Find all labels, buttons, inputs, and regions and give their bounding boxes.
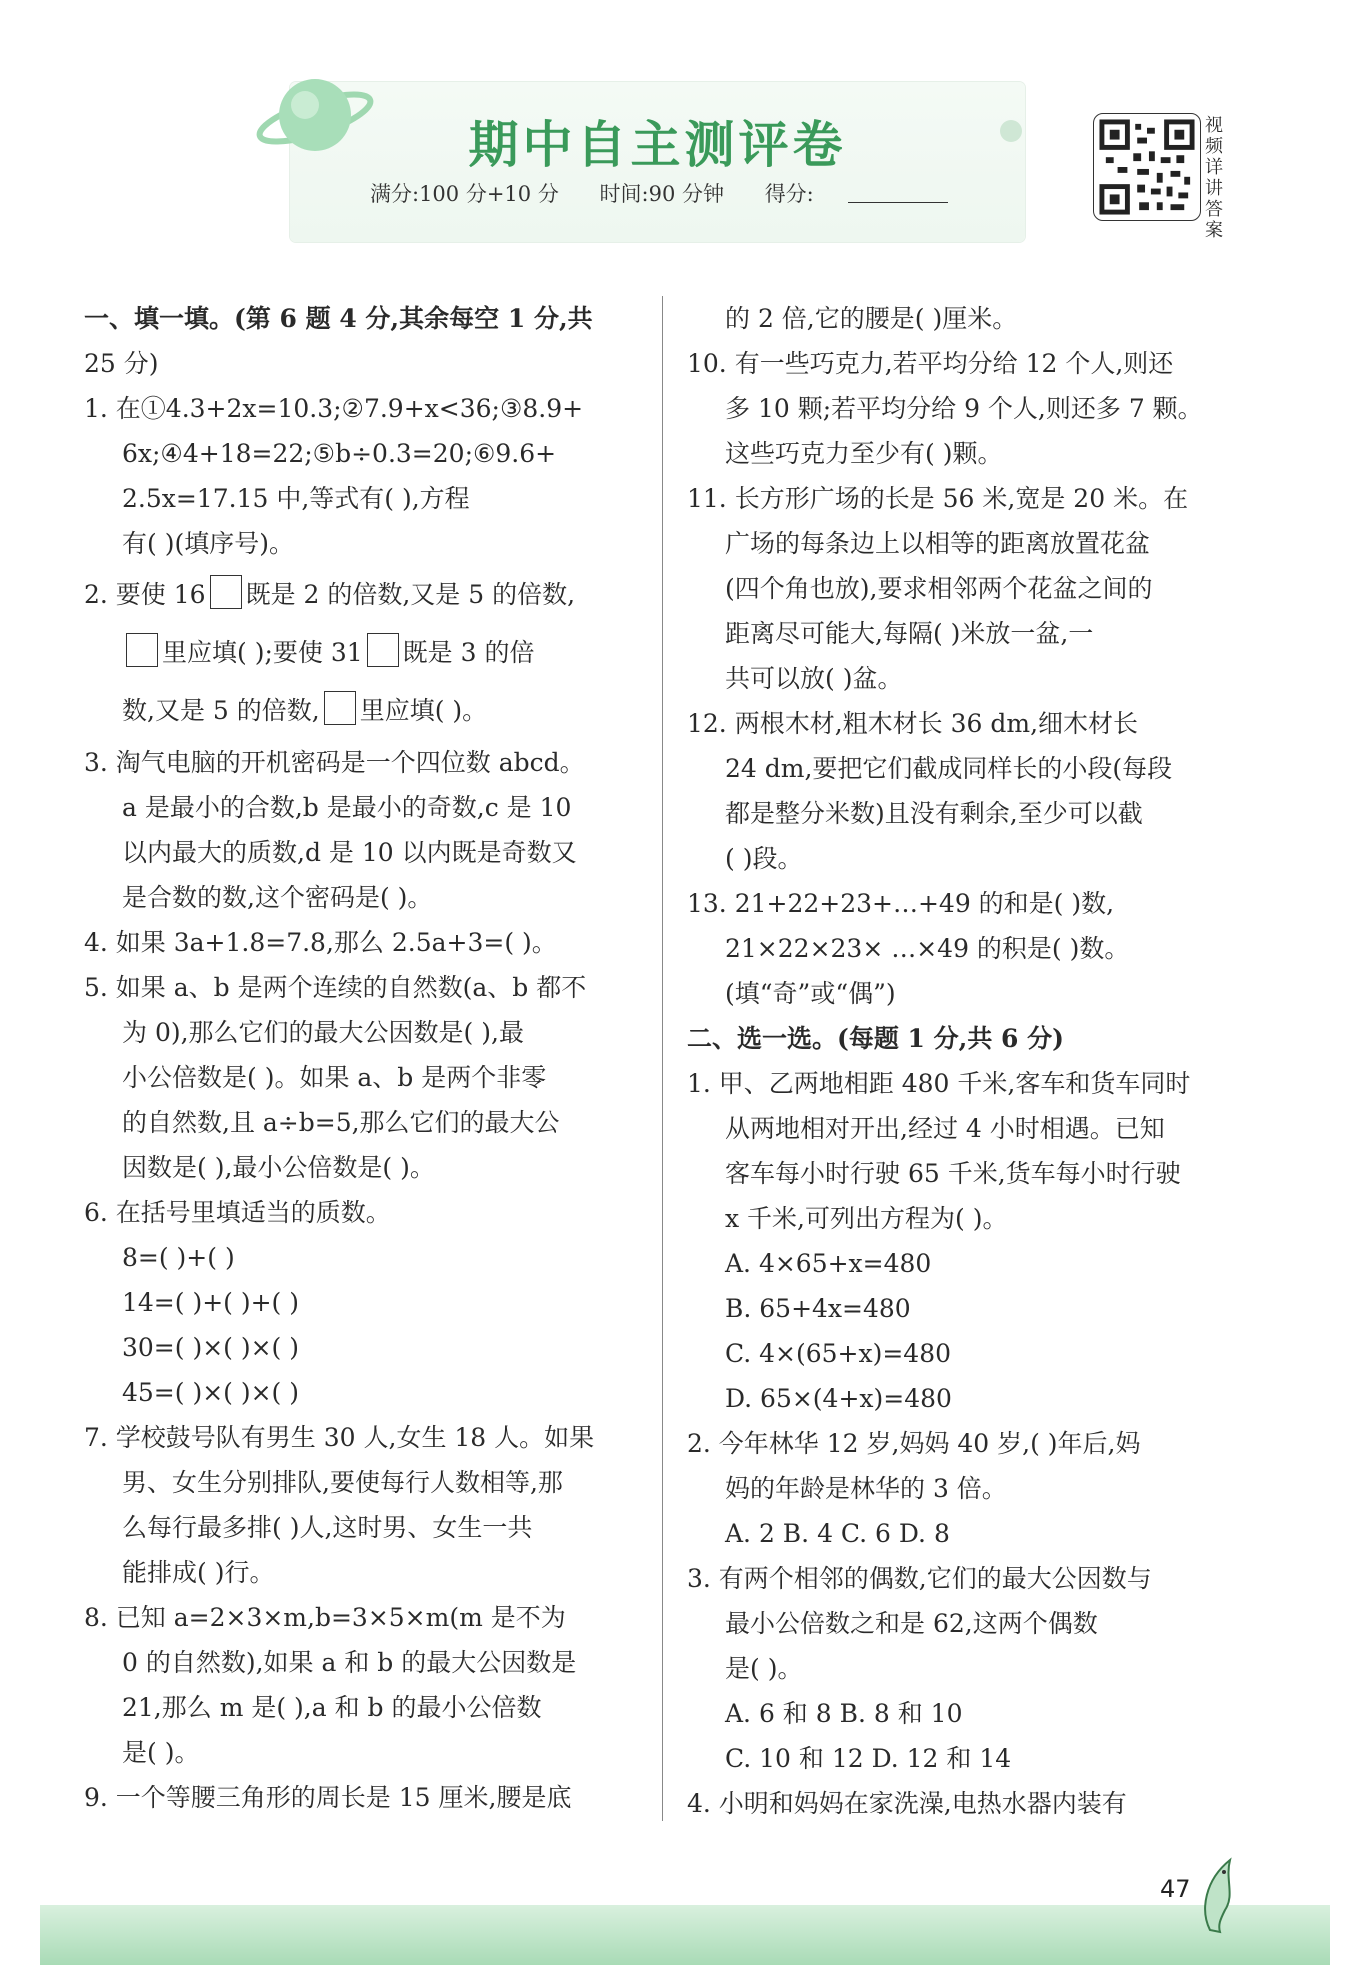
text-line: 5. 如果 a、b 是两个连续的自然数(a、b 都不	[84, 973, 587, 1002]
text-line: 7. 学校鼓号队有男生 30 人,女生 18 人。如果	[84, 1423, 595, 1452]
text-line: 45=( )×( )×( )	[122, 1378, 300, 1407]
footer-band	[40, 1905, 1330, 1965]
text-line: 因数是( ),最小公倍数是( )。	[122, 1153, 435, 1182]
text-line: 一、填一填。(第 6 题 4 分,其余每空 1 分,共	[84, 304, 593, 333]
full-score: 满分:100 分+10 分	[370, 182, 559, 206]
text-line: ( )段。	[725, 844, 803, 873]
text-line: B. 65+4x=480	[725, 1294, 911, 1323]
time-limit: 时间:90 分钟	[599, 182, 724, 206]
right-column	[687, 296, 1242, 1826]
text-line: 8=( )+( )	[122, 1243, 235, 1272]
text-line: 的 2 倍,它的腰是( )厘米。	[725, 304, 1018, 333]
text-line: 是( )。	[122, 1738, 200, 1767]
text-line: A. 4×65+x=480	[725, 1249, 932, 1278]
dot-icon	[1000, 120, 1022, 142]
text-line: 小公倍数是( )。如果 a、b 是两个非零	[122, 1063, 547, 1092]
text-line: 这些巧克力至少有( )颗。	[725, 439, 1003, 468]
text-line: 4. 如果 3a+1.8=7.8,那么 2.5a+3=( )。	[84, 928, 557, 957]
text-line: 最小公倍数之和是 62,这两个偶数	[725, 1609, 1098, 1638]
text-line: 9. 一个等腰三角形的周长是 15 厘米,腰是底	[84, 1783, 572, 1812]
question-2-line-2: 里应填( );要使 31 既是 3 的倍	[84, 624, 639, 682]
answer-box[interactable]	[210, 575, 242, 609]
text-line: 11. 长方形广场的长是 56 米,宽是 20 米。在	[687, 484, 1189, 513]
text-line: D. 65×(4+x)=480	[725, 1384, 952, 1413]
text-line: 二、选一选。(每题 1 分,共 6 分)	[687, 1024, 1064, 1053]
text-line: 10. 有一些巧克力,若平均分给 12 个人,则还	[687, 349, 1174, 378]
text-line: 能排成( )行。	[122, 1558, 275, 1587]
text-line: a 是最小的合数,b 是最小的奇数,c 是 10	[122, 793, 572, 822]
qr-code-icon	[1093, 113, 1201, 221]
question-2-line-1: 2. 要使 16 既是 2 的倍数,又是 5 的倍数,	[84, 566, 639, 624]
text-line: 么每行最多排( )人,这时男、女生一共	[122, 1513, 533, 1542]
text-line: 妈的年龄是林华的 3 倍。	[725, 1474, 1007, 1503]
question-2-line-3: 数,又是 5 的倍数, 里应填( )。	[84, 682, 639, 740]
text-line: (填“奇”或“偶”)	[725, 979, 896, 1008]
text-line: A. 6 和 8 B. 8 和 10	[725, 1699, 963, 1728]
answer-box[interactable]	[126, 633, 158, 667]
text-line: (四个角也放),要求相邻两个花盆之间的	[725, 574, 1153, 603]
text-line: C. 4×(65+x)=480	[725, 1339, 952, 1368]
qr-label: 视频详讲答案	[1205, 115, 1223, 241]
text-line: 12. 两根木材,粗木材长 36 dm,细木材长	[687, 709, 1139, 738]
exam-info	[370, 178, 1016, 208]
text-line: 4. 小明和妈妈在家洗澡,电热水器内装有	[687, 1789, 1127, 1818]
answer-box[interactable]	[324, 691, 356, 725]
score-field: 得分:	[765, 182, 982, 206]
text-line: 2. 今年林华 12 岁,妈妈 40 岁,( )年后,妈	[687, 1429, 1141, 1458]
text-line: x 千米,可列出方程为( )。	[725, 1204, 1008, 1233]
text-line: 有( )(填序号)。	[122, 529, 294, 558]
text-line: 25 分)	[84, 349, 159, 378]
text-line: 13. 21+22+23+…+49 的和是( )数,	[687, 889, 1115, 918]
text-line: 从两地相对开出,经过 4 小时相遇。已知	[725, 1114, 1165, 1143]
text-line: 0 的自然数),如果 a 和 b 的最大公因数是	[122, 1648, 577, 1677]
text-line: A. 2 B. 4 C. 6 D. 8	[725, 1519, 950, 1548]
text-line: 21×22×23× …×49 的积是( )数。	[725, 934, 1130, 963]
text-line: 都是整分米数)且没有剩余,至少可以截	[725, 799, 1143, 828]
text-line: 6. 在括号里填适当的质数。	[84, 1198, 391, 1227]
dolphin-icon	[1190, 1850, 1250, 1940]
text-line: 客车每小时行驶 65 千米,货车每小时行驶	[725, 1159, 1181, 1188]
text-line: 共可以放( )盆。	[725, 664, 903, 693]
text-line: 1. 甲、乙两地相距 480 千米,客车和货车同时	[687, 1069, 1191, 1098]
text-line: 为 0),那么它们的最大公因数是( ),最	[122, 1018, 524, 1047]
text-line: 24 dm,要把它们截成同样长的小段(每段	[725, 754, 1173, 783]
text-line: 是( )。	[725, 1654, 803, 1683]
text-line: 1. 在①4.3+2x=10.3;②7.9+x<36;③8.9+	[84, 394, 584, 423]
text-line: C. 10 和 12 D. 12 和 14	[725, 1744, 1012, 1773]
left-column	[84, 296, 639, 1820]
text-line: 3. 有两个相邻的偶数,它们的最大公因数与	[687, 1564, 1152, 1593]
page-number: 47	[1160, 1875, 1191, 1903]
text-line: 的自然数,且 a÷b=5,那么它们的最大公	[122, 1108, 560, 1137]
text-line: 21,那么 m 是( ),a 和 b 的最小公倍数	[122, 1693, 542, 1722]
text-line: 多 10 颗;若平均分给 9 个人,则还多 7 颗。	[725, 394, 1203, 423]
text-line: 3. 淘气电脑的开机密码是一个四位数 abcd。	[84, 748, 585, 777]
text-line: 6x;④4+18=22;⑤b÷0.3=20;⑥9.6+	[122, 439, 557, 468]
text-line: 8. 已知 a=2×3×m,b=3×5×m(m 是不为	[84, 1603, 566, 1632]
text-line: 男、女生分别排队,要使每行人数相等,那	[122, 1468, 563, 1497]
page-title: 期中自主测评卷	[468, 116, 847, 174]
answer-box[interactable]	[367, 633, 399, 667]
text-line: 以内最大的质数,d 是 10 以内既是奇数又	[122, 838, 577, 867]
text-line: 是合数的数,这个密码是( )。	[122, 883, 433, 912]
text-line: 距离尽可能大,每隔( )米放一盆,一	[725, 619, 1094, 648]
column-divider	[662, 296, 663, 1821]
text-line: 广场的每条边上以相等的距离放置花盆	[725, 529, 1151, 558]
text-line: 30=( )×( )×( )	[122, 1333, 300, 1362]
text-line: 14=( )+( )+( )	[122, 1288, 300, 1317]
score-blank	[848, 184, 948, 203]
text-line: 2.5x=17.15 中,等式有( ),方程	[122, 484, 470, 513]
